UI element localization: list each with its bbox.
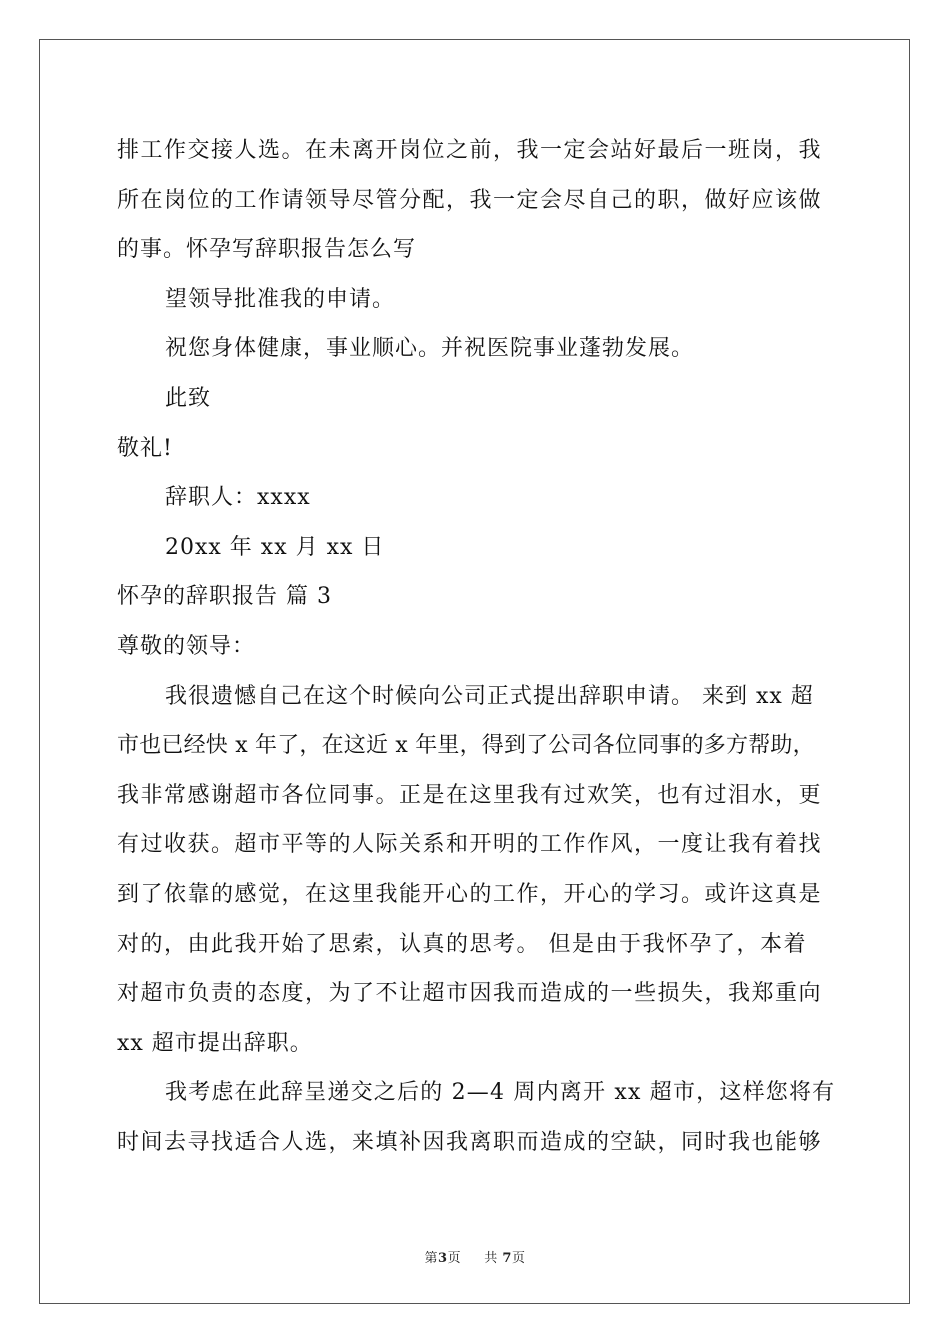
- body-line: 对的，由此我开始了思索，认真的思考。 但是由于我怀孕了，本着: [117, 931, 807, 957]
- body-line: 所在岗位的工作请领导尽管分配，我一定会尽自己的职，做好应该做: [117, 187, 823, 213]
- greeting-line: 尊敬的领导：: [117, 633, 256, 659]
- body-line: 我很遗憾自己在这个时候向公司正式提出辞职申请。 来到 xx 超: [165, 683, 814, 709]
- page-number: 第3页: [424, 1251, 462, 1266]
- body-line: 时间去寻找适合人选，来填补因我离职而造成的空缺，同时我也能够: [117, 1129, 823, 1155]
- body-line: 到了依靠的感觉，在这里我能开心的工作，开心的学习。或许这真是: [117, 881, 823, 907]
- signature-line: 辞职人：xxxx: [165, 485, 311, 511]
- body-line: 对超市负责的态度，为了不让超市因我而造成的一些损失，我郑重向: [117, 981, 823, 1007]
- page-footer: [0, 1247, 950, 1266]
- salutation-line: 敬礼!: [117, 435, 173, 461]
- section-heading: 怀孕的辞职报告 篇 3: [117, 584, 332, 610]
- body-line: 的事。怀孕写辞职报告怎么写: [117, 237, 417, 263]
- body-line: 我非常感谢超市各位同事。正是在这里我有过欢笑，也有过泪水，更: [117, 782, 823, 808]
- body-line: 有过收获。超市平等的人际关系和开明的工作作风，一度让我有着找: [117, 832, 823, 858]
- page-total: 共 7页: [484, 1251, 526, 1266]
- closing-line: 此致: [165, 385, 212, 411]
- body-line: 排工作交接人选。在未离开岗位之前，我一定会站好最后一班岗，我: [117, 138, 823, 163]
- body-line: 望领导批准我的申请。: [165, 286, 396, 312]
- body-line: xx 超市提出辞职。: [117, 1030, 313, 1056]
- body-line: 市也已经快 x 年了，在这近 x 年里，得到了公司各位同事的多方帮助，: [117, 733, 815, 759]
- body-line: 祝您身体健康，事业顺心。并祝医院事业蓬勃发展。: [165, 336, 695, 362]
- body-line: 我考虑在此辞呈递交之后的 2—4 周内离开 xx 超市，这样您将有: [165, 1080, 836, 1106]
- document-body: [117, 126, 837, 1167]
- date-line: 20xx 年 xx 月 xx 日: [165, 534, 385, 560]
